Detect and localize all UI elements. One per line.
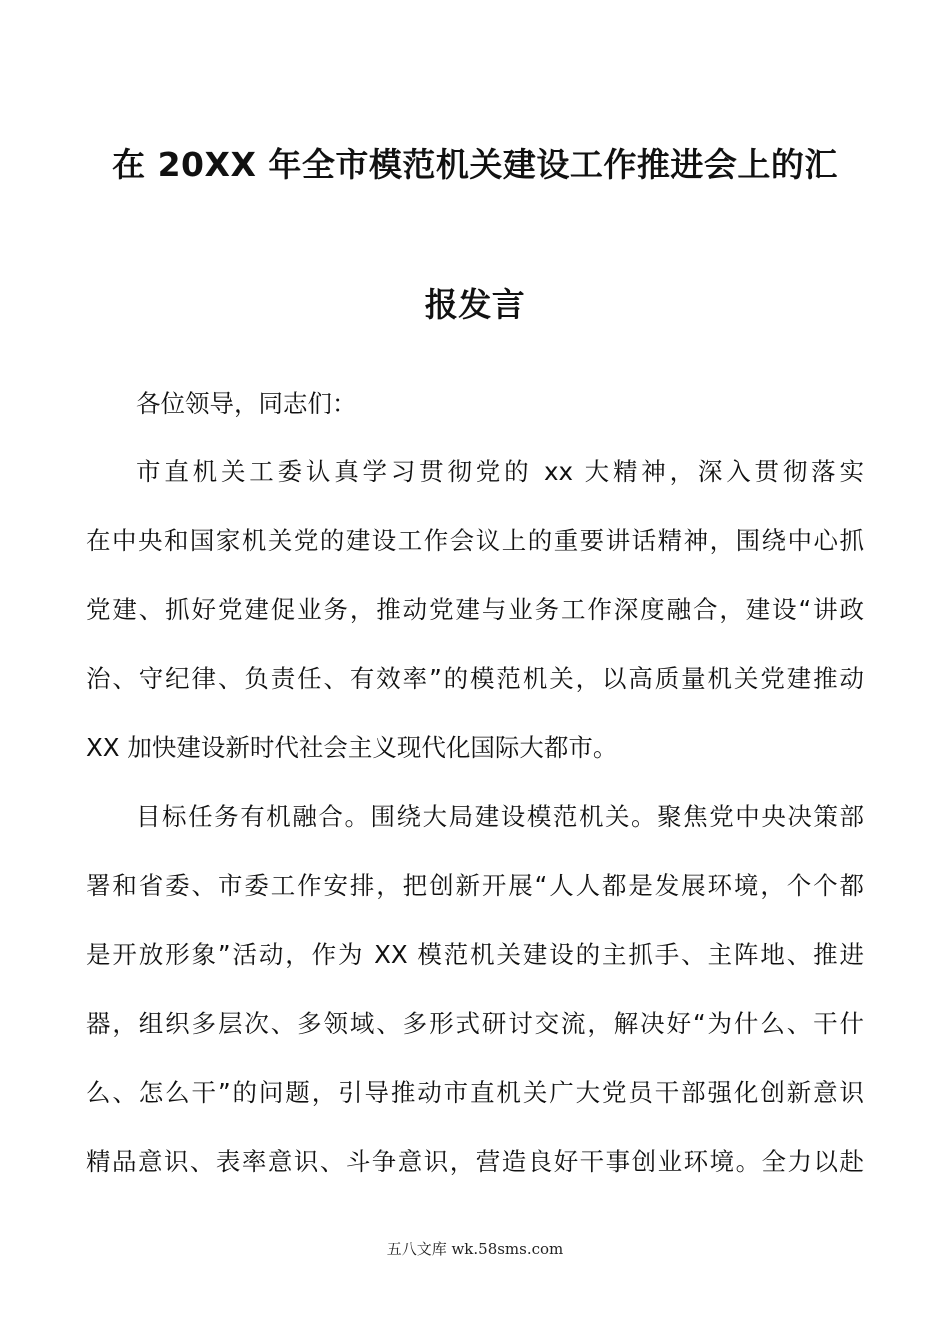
paragraph-1-line-3: 党建、抓好党建促业务，推动党建与业务工作深度融合，建设“讲政 [86,595,864,624]
paragraph-1-line-1: 市直机关工委认真学习贯彻党的 xx 大精神，深入贯彻落实 [136,457,864,486]
salutation: 各位领导，同志们： [136,389,357,418]
paragraph-1-line-2: 在中央和国家机关党的建设工作会议上的重要讲话精神，围绕中心抓 [86,526,864,555]
document-title-line-1: 在 20XX 年全市模范机关建设工作推进会上的汇 [112,145,838,184]
paragraph-2-line-5: 么、怎么干”的问题，引导推动市直机关广大党员干部强化创新意识 [86,1078,864,1107]
paragraph-1-line-4: 治、守纪律、负责任、有效率”的模范机关，以高质量机关党建推动 [86,664,864,693]
paragraph-2-line-1: 目标任务有机融合。围绕大局建设模范机关。聚焦党中央决策部 [136,802,864,831]
paragraph-1-line-5: XX 加快建设新时代社会主义现代化国际大都市。 [86,733,618,762]
paragraph-2-line-2: 署和省委、市委工作安排，把创新开展“人人都是发展环境，个个都 [86,871,864,900]
paragraph-2-line-6: 精品意识、表率意识、斗争意识，营造良好干事创业环境。全力以赴 [86,1147,864,1176]
document-title-line-2: 报发言 [424,285,526,324]
paragraph-2-line-4: 器，组织多层次、多领域、多形式研讨交流，解决好“为什么、干什 [86,1009,864,1038]
footer-watermark-text: 五八文库 wk.58sms.com [386,1240,564,1258]
paragraph-2-line-3: 是开放形象”活动，作为 XX 模范机关建设的主抓手、主阵地、推进 [86,940,864,969]
